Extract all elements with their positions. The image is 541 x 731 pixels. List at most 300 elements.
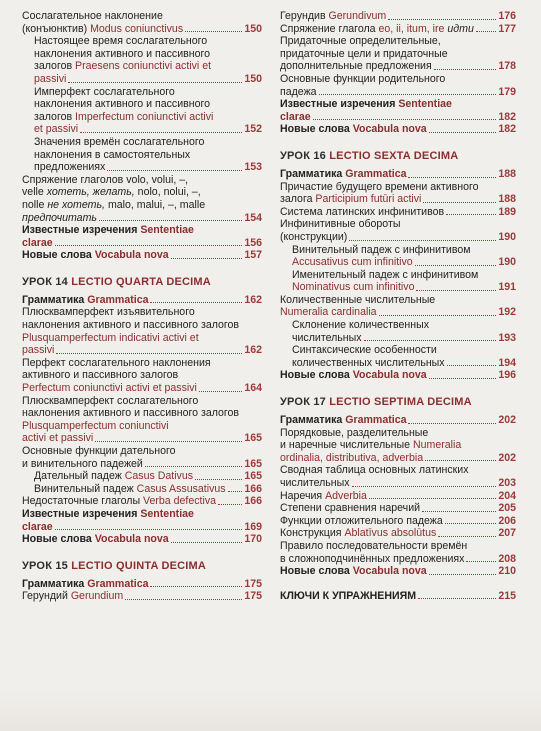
entry-last-line bbox=[280, 369, 516, 382]
entry-last-text bbox=[280, 168, 406, 181]
entry-title-text: Сослагательное наклонение bbox=[22, 10, 163, 22]
entry-last-line bbox=[280, 86, 516, 99]
entry-line bbox=[34, 86, 262, 99]
entry-line bbox=[22, 445, 262, 458]
entry-latin-text: nolle bbox=[22, 198, 48, 211]
dot-leader bbox=[352, 486, 497, 487]
entry-latin-text: Sententiae bbox=[140, 224, 194, 237]
entry-line bbox=[34, 136, 262, 149]
entry-title-text: Склонение количественных bbox=[292, 319, 430, 332]
entry-last-line bbox=[280, 306, 516, 319]
entry-title-text: Правило последовательности времён bbox=[280, 539, 468, 552]
toc-entry[interactable] bbox=[280, 527, 516, 540]
toc-entry[interactable] bbox=[22, 35, 262, 85]
page-number: 165 bbox=[244, 470, 262, 483]
entry-title-text: числительных bbox=[292, 331, 362, 344]
entry-title-text: Сводная таблица основных латинских bbox=[280, 464, 469, 477]
dot-leader bbox=[99, 220, 242, 221]
toc-entry[interactable] bbox=[22, 174, 262, 224]
page-number: 189 bbox=[498, 205, 516, 218]
toc-entry[interactable] bbox=[22, 590, 262, 603]
page-number: 169 bbox=[244, 520, 262, 533]
entry-last-text bbox=[22, 521, 53, 534]
entry-title-text: Винительный падеж с инфинитивом bbox=[292, 243, 471, 256]
toc-entry[interactable] bbox=[280, 181, 516, 206]
entry-last-line bbox=[34, 483, 262, 496]
entry-line bbox=[34, 60, 262, 73]
page-number: 190 bbox=[498, 256, 516, 269]
dot-leader bbox=[434, 69, 497, 70]
entry-latin-text: Participium futūri activi bbox=[315, 193, 422, 206]
entry-latin-text: Vocabula nova bbox=[352, 369, 427, 382]
lesson-latin-title: LECTIO QUARTA DECIMA bbox=[71, 275, 211, 288]
entry-last-line bbox=[280, 590, 516, 603]
entry-italic-text: не хотеть, bbox=[47, 198, 108, 211]
entry-latin-text: Numeralia bbox=[412, 439, 462, 452]
toc-entry[interactable] bbox=[280, 218, 516, 243]
entry-last-text bbox=[22, 344, 54, 357]
entry-title-text: Плюсквамперфект сослагательного bbox=[22, 394, 199, 407]
entry-line bbox=[22, 199, 262, 212]
lesson-heading[interactable] bbox=[22, 560, 262, 572]
entry-latin-text: Verba defectiva bbox=[143, 495, 217, 508]
entry-latin-text: velle bbox=[22, 186, 47, 199]
page-number: 191 bbox=[498, 281, 516, 294]
entry-title-text: Конструкция bbox=[280, 527, 345, 540]
entry-title-text: (конструкции) bbox=[280, 230, 348, 243]
entry-last-line bbox=[280, 477, 516, 490]
entry-title-text: Основные функции дательного bbox=[22, 445, 176, 457]
dot-leader bbox=[319, 94, 497, 95]
entry-title-text: Новые слова bbox=[22, 533, 95, 546]
toc-entry[interactable] bbox=[280, 73, 516, 98]
dot-leader bbox=[145, 466, 242, 467]
entry-title-text: придаточные цели и придаточные bbox=[280, 47, 448, 60]
entry-line bbox=[280, 35, 516, 48]
lesson-heading[interactable] bbox=[280, 150, 516, 162]
page-number: 150 bbox=[244, 22, 262, 35]
dot-leader bbox=[422, 511, 496, 512]
toc-entry[interactable] bbox=[280, 540, 516, 565]
toc-entry[interactable] bbox=[22, 495, 262, 508]
entry-title-text: количественных числительных bbox=[292, 356, 445, 369]
entry-last-line bbox=[280, 502, 516, 515]
entry-last-text bbox=[292, 332, 362, 345]
entry-latin-text: Praesens coniunctivi activi et bbox=[75, 60, 212, 73]
entry-title-text: Придаточные определительные, bbox=[280, 35, 441, 48]
entry-latin-text: eo, ii, itum, ire bbox=[378, 22, 448, 35]
toc-entry[interactable] bbox=[22, 10, 262, 35]
entry-last-text bbox=[22, 432, 93, 445]
entry-last-line bbox=[280, 123, 516, 136]
page-number: 188 bbox=[498, 167, 516, 180]
entry-last-text bbox=[22, 249, 169, 262]
dot-leader bbox=[349, 240, 496, 241]
entry-title-text: Значения времён сослагательного bbox=[34, 135, 205, 148]
toc-entry[interactable] bbox=[22, 470, 262, 483]
entry-last-text bbox=[34, 123, 78, 136]
dot-leader bbox=[408, 423, 496, 424]
entry-line bbox=[22, 508, 262, 521]
entry-last-line bbox=[292, 332, 516, 345]
entry-title-text: Герундий bbox=[22, 590, 71, 603]
entry-line bbox=[22, 306, 262, 319]
entry-title-text: Степени сравнения наречий bbox=[280, 502, 421, 515]
toc-entry[interactable] bbox=[22, 533, 262, 546]
entry-last-text bbox=[280, 206, 444, 219]
lesson-latin-title: LECTIO SEXTA DECIMA bbox=[329, 149, 459, 162]
toc-entry[interactable] bbox=[22, 249, 262, 262]
entry-title-text: залогов bbox=[34, 110, 76, 123]
entry-title-text: Новые слова bbox=[280, 565, 353, 578]
toc-entry[interactable] bbox=[22, 86, 262, 136]
page-number: 190 bbox=[498, 230, 516, 243]
dot-leader bbox=[199, 391, 242, 392]
dot-leader bbox=[150, 586, 242, 587]
entry-line bbox=[22, 395, 262, 408]
entry-title-text: Дательный падеж bbox=[34, 470, 125, 483]
entry-last-text bbox=[34, 483, 226, 496]
page-number: 175 bbox=[244, 577, 262, 590]
entry-title-text: наклонения активного и пассивного bbox=[34, 47, 211, 60]
entry-last-line bbox=[280, 23, 516, 36]
entry-latin-text: Casus Dativus bbox=[124, 470, 194, 483]
toc-entry[interactable] bbox=[280, 123, 516, 136]
toc-entry[interactable] bbox=[280, 206, 516, 219]
page-number: 192 bbox=[498, 306, 516, 319]
entry-last-text bbox=[280, 477, 350, 490]
entry-title-text: активного и пассивного залогов bbox=[22, 369, 179, 382]
page-number: 204 bbox=[498, 489, 516, 502]
entry-last-line bbox=[292, 357, 516, 370]
toc-entry[interactable] bbox=[280, 244, 516, 269]
entry-title-text: Плюсквамперфект изъявительного bbox=[22, 306, 195, 319]
entry-line bbox=[22, 186, 262, 199]
page-number: 202 bbox=[498, 451, 516, 464]
entry-last-line bbox=[292, 281, 516, 294]
entry-title-text: Известные изречения bbox=[280, 98, 396, 111]
toc-entry[interactable] bbox=[280, 23, 516, 36]
entry-italic-text: идти bbox=[447, 22, 474, 35]
entry-title-text: Имперфект сослагательного bbox=[34, 85, 175, 98]
entry-latin-text: passivi bbox=[22, 344, 55, 357]
entry-title-text: Недостаточные глаголы bbox=[22, 495, 144, 508]
toc-entry-answer-keys[interactable] bbox=[280, 590, 516, 603]
entry-latin-text: Grammatica bbox=[345, 167, 407, 180]
entry-last-text bbox=[280, 123, 427, 136]
entry-last-line bbox=[34, 73, 262, 86]
entry-title-text: Известные изречения bbox=[22, 224, 138, 237]
entry-line bbox=[280, 439, 516, 452]
page-number: 175 bbox=[244, 590, 262, 603]
toc-entry[interactable] bbox=[280, 414, 516, 427]
dot-leader bbox=[423, 202, 496, 203]
lesson-number: УРОК 14 bbox=[22, 275, 68, 288]
entry-latin-text: volo, volui, –, bbox=[126, 173, 189, 186]
entry-line bbox=[292, 344, 516, 357]
entry-last-text bbox=[22, 458, 143, 471]
dot-leader bbox=[429, 574, 497, 575]
entry-last-text bbox=[280, 60, 432, 73]
lesson-latin-title: LECTIO SEPTIMA DECIMA bbox=[329, 396, 472, 409]
dot-leader bbox=[388, 19, 496, 20]
entry-last-text bbox=[280, 86, 317, 99]
page-number: 193 bbox=[498, 331, 516, 344]
entry-last-line bbox=[280, 193, 516, 206]
page-number: 179 bbox=[498, 85, 516, 98]
entry-latin-text: Casus Assusativus bbox=[136, 482, 226, 495]
entry-title-text: Синтаксические особенности bbox=[292, 344, 437, 357]
entry-title-text: Спряжение глаголов bbox=[22, 173, 127, 186]
dot-leader bbox=[438, 536, 496, 537]
entry-latin-text: Vocabula nova bbox=[94, 249, 169, 262]
entry-last-text bbox=[292, 357, 445, 370]
page-number: 207 bbox=[498, 527, 516, 540]
entry-line bbox=[280, 427, 516, 440]
entry-last-text bbox=[280, 369, 427, 382]
entry-last-text bbox=[22, 237, 53, 250]
entry-title-text: Герундив bbox=[280, 10, 329, 22]
toc-entry[interactable] bbox=[22, 136, 262, 174]
dot-leader bbox=[379, 315, 497, 316]
entry-italic-text: хотеть, желать, bbox=[46, 186, 138, 199]
dot-leader bbox=[171, 258, 243, 259]
dot-leader bbox=[476, 31, 496, 32]
page-number: 203 bbox=[498, 477, 516, 489]
entry-latin-text: Ablatīvus absolūtus bbox=[344, 527, 437, 540]
entry-last-line bbox=[34, 123, 262, 136]
entry-latin-text: clarae bbox=[22, 520, 53, 533]
entry-line bbox=[280, 48, 516, 61]
toc-entry[interactable] bbox=[22, 508, 262, 533]
dot-leader bbox=[445, 523, 497, 524]
entry-title-text: наклонения активного и пассивного bbox=[34, 98, 211, 111]
entry-last-text bbox=[280, 306, 377, 319]
entry-last-line bbox=[280, 452, 516, 465]
entry-last-text bbox=[280, 527, 436, 540]
entry-latin-text: Accusativus cum infinitivo bbox=[292, 256, 413, 269]
dot-leader bbox=[429, 378, 497, 379]
entry-last-text bbox=[34, 470, 193, 483]
dot-leader bbox=[415, 265, 497, 266]
entry-title-text: Новые слова bbox=[280, 123, 353, 136]
entry-line bbox=[34, 149, 262, 162]
dot-leader bbox=[56, 353, 242, 354]
entry-last-line bbox=[22, 590, 262, 603]
page-number: 165 bbox=[244, 432, 262, 445]
dot-leader bbox=[313, 119, 497, 120]
page-number: 164 bbox=[244, 382, 262, 395]
entry-line bbox=[34, 35, 262, 48]
entry-latin-text: Imperfectum coniunctivi activi bbox=[75, 110, 214, 123]
dot-leader bbox=[408, 177, 496, 178]
entry-last-text bbox=[34, 161, 105, 174]
entry-last-line bbox=[280, 111, 516, 124]
dot-leader bbox=[125, 599, 242, 600]
entry-latin-text: passivi bbox=[34, 72, 67, 85]
lesson-heading[interactable] bbox=[280, 396, 516, 408]
entry-last-line bbox=[280, 231, 516, 244]
dot-leader bbox=[369, 498, 496, 499]
toc-entry[interactable] bbox=[280, 464, 516, 489]
lesson-heading[interactable] bbox=[22, 276, 262, 288]
entry-latin-text: Plusquamperfectum indicativi activi et bbox=[22, 331, 199, 344]
page-number: 153 bbox=[244, 161, 262, 174]
toc-entry[interactable] bbox=[22, 483, 262, 496]
toc-entry[interactable] bbox=[22, 357, 262, 395]
entry-last-line bbox=[280, 515, 516, 528]
entry-last-line bbox=[22, 578, 262, 591]
dot-leader bbox=[446, 214, 496, 215]
entry-title-text: Настоящее время сослагательного bbox=[34, 35, 208, 48]
entry-latin-text: Numeralia cardinalia bbox=[280, 306, 377, 319]
dot-leader bbox=[447, 365, 497, 366]
entry-last-line bbox=[280, 553, 516, 566]
toc-entry[interactable] bbox=[22, 306, 262, 356]
entry-last-line bbox=[280, 60, 516, 73]
entry-last-line bbox=[22, 237, 262, 250]
lesson-number: УРОК 15 bbox=[22, 559, 68, 572]
toc-entry[interactable] bbox=[280, 294, 516, 319]
toc-entry[interactable] bbox=[22, 294, 262, 307]
dot-leader bbox=[429, 132, 497, 133]
entry-last-text bbox=[280, 231, 347, 244]
entry-line bbox=[22, 407, 262, 432]
toc-entry[interactable] bbox=[280, 427, 516, 465]
toc-entry[interactable] bbox=[22, 224, 262, 249]
page-number: 208 bbox=[498, 552, 516, 565]
entry-last-line bbox=[22, 533, 262, 546]
entry-title-text: Грамматика bbox=[22, 577, 88, 590]
page-number: 166 bbox=[244, 482, 262, 495]
entry-title-text: Функции отложительного падежа bbox=[280, 514, 443, 527]
page-number: 194 bbox=[498, 356, 516, 369]
entry-last-text bbox=[280, 490, 367, 503]
dot-leader bbox=[80, 132, 242, 133]
entry-title-text: числительных bbox=[280, 477, 350, 489]
entry-line bbox=[280, 98, 516, 111]
entry-last-text bbox=[280, 111, 311, 124]
entry-title-text: Новые слова bbox=[22, 249, 95, 262]
page-number: 188 bbox=[498, 193, 516, 206]
toc-entry[interactable] bbox=[280, 502, 516, 515]
entry-title-text: Винительный падеж bbox=[34, 482, 137, 495]
toc-entry[interactable] bbox=[22, 395, 262, 445]
dot-leader bbox=[95, 441, 242, 442]
toc-entry[interactable] bbox=[280, 515, 516, 528]
entry-title-text: Инфинитивные обороты bbox=[280, 218, 401, 231]
toc-entry[interactable] bbox=[280, 369, 516, 382]
entry-last-text bbox=[280, 10, 386, 23]
page-number: 154 bbox=[244, 211, 262, 224]
toc-entry[interactable] bbox=[280, 344, 516, 369]
toc-entry[interactable] bbox=[280, 490, 516, 503]
entry-title-text: Основные функции родительного bbox=[280, 72, 446, 85]
dot-leader bbox=[185, 31, 242, 32]
toc-entry[interactable] bbox=[280, 168, 516, 181]
page-number: 182 bbox=[498, 123, 516, 136]
entry-last-text bbox=[280, 565, 427, 578]
entry-line bbox=[280, 464, 516, 477]
entry-title-text: Количественные числительные bbox=[280, 293, 436, 306]
entry-title-text: наклонения активного и пассивного залогов bbox=[22, 407, 240, 420]
lesson-number: УРОК 17 bbox=[280, 396, 326, 409]
dot-leader bbox=[195, 479, 242, 480]
entry-title-text: Порядковые, разделительные bbox=[280, 426, 429, 439]
entry-latin-text: Grammatica bbox=[87, 293, 149, 306]
entry-line bbox=[34, 111, 262, 124]
dot-leader bbox=[107, 170, 242, 171]
entry-line bbox=[22, 319, 262, 344]
entry-title-text: Грамматика bbox=[280, 167, 346, 180]
entry-latin-text: Adverbia bbox=[325, 489, 367, 502]
page-number: 196 bbox=[498, 369, 516, 382]
entry-line bbox=[22, 357, 262, 370]
entry-last-text bbox=[22, 533, 169, 546]
entry-last-text bbox=[34, 73, 66, 86]
entry-title-text: предложениях bbox=[34, 161, 106, 174]
entry-title-text: наклонения активного и пассивного залогов bbox=[22, 319, 240, 332]
toc-entry[interactable] bbox=[22, 578, 262, 591]
dot-leader bbox=[150, 302, 242, 303]
page-number: 150 bbox=[244, 72, 262, 85]
entry-latin-text: Gerundium bbox=[70, 590, 124, 603]
entry-line bbox=[280, 73, 516, 86]
entry-line bbox=[34, 98, 262, 111]
entry-line bbox=[22, 174, 262, 187]
toc-entry[interactable] bbox=[280, 319, 516, 344]
entry-last-line bbox=[280, 414, 516, 427]
entry-line bbox=[280, 181, 516, 194]
entry-title-text: Перфект сослагательного наклонения bbox=[22, 356, 211, 369]
entry-latin-text: nolo, nolui, –, bbox=[137, 186, 201, 199]
toc-entry[interactable] bbox=[22, 445, 262, 470]
dot-leader bbox=[416, 290, 496, 291]
page-number: 206 bbox=[498, 514, 516, 527]
entry-latin-text: Nominativus cum infinitivo bbox=[292, 281, 415, 294]
toc-entry[interactable] bbox=[280, 565, 516, 578]
toc-entry[interactable] bbox=[280, 98, 516, 123]
dot-leader bbox=[425, 460, 496, 461]
entry-line bbox=[22, 10, 262, 23]
entry-latin-text: Plusquamperfectum coniunctivi bbox=[22, 419, 169, 432]
entry-last-text bbox=[280, 452, 423, 465]
page-number: 177 bbox=[498, 22, 516, 35]
entry-title-text: Грамматика bbox=[280, 414, 346, 427]
entry-last-line bbox=[280, 490, 516, 503]
entry-last-line bbox=[280, 206, 516, 219]
entry-last-text bbox=[292, 281, 414, 294]
entry-latin-text: et passivi bbox=[34, 123, 79, 136]
dot-leader bbox=[466, 561, 496, 562]
page-number: 162 bbox=[244, 293, 262, 306]
entry-last-line bbox=[22, 344, 262, 357]
dot-leader bbox=[68, 82, 242, 83]
lesson-latin-title: LECTIO QUINTA DECIMA bbox=[71, 559, 207, 572]
entry-title-text: Наречия bbox=[280, 489, 326, 502]
page-number: 215 bbox=[498, 589, 516, 602]
entry-last-text bbox=[280, 502, 420, 515]
toc-entry[interactable] bbox=[280, 269, 516, 294]
dot-leader bbox=[218, 504, 242, 505]
entry-latin-text: clarae bbox=[22, 236, 53, 249]
toc-entry[interactable] bbox=[280, 10, 516, 23]
entry-title-text: Известные изречения bbox=[22, 507, 138, 520]
page-number: 205 bbox=[498, 502, 516, 515]
entry-line bbox=[292, 319, 516, 332]
toc-entry[interactable] bbox=[280, 35, 516, 73]
entry-last-line bbox=[22, 23, 262, 36]
